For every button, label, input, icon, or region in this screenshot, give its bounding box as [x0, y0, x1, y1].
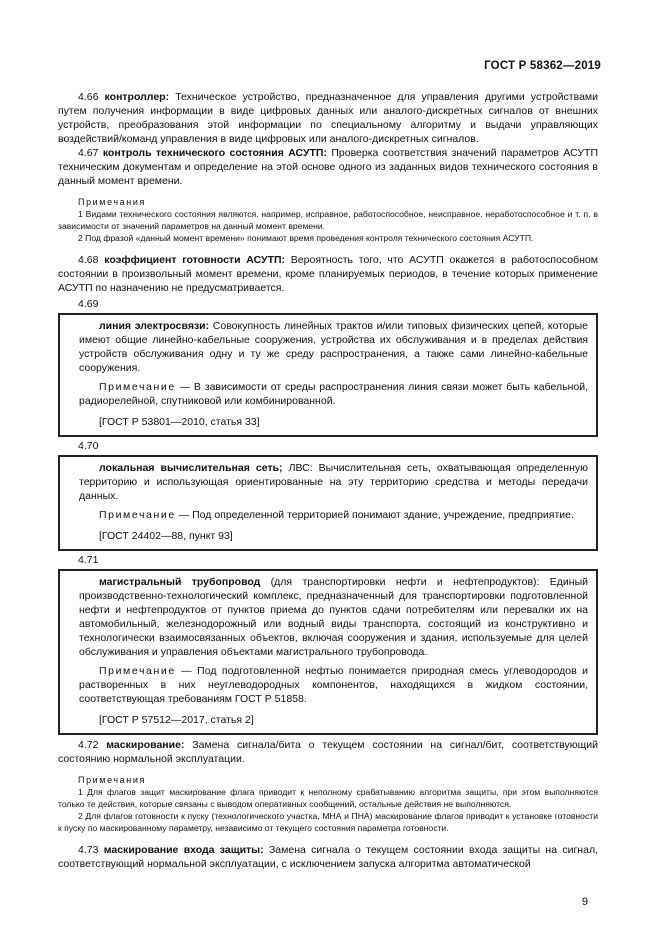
clause-box-4-71	[58, 569, 598, 735]
clause-number: 4.71	[78, 554, 99, 566]
clause-4-66: 4.66 контроллер: Техническое устройство, предназначенное для управления другими устройствами путем получения информации в виде цифровых данных или аналого-дискретных сигналов от внешних устройств, преобразования этой информации по специальному алгоритму и выдачи управляющих воздействий/команд управления в виде цифровых или аналого-дискретных сигналов.	[58, 91, 598, 145]
source-reference: [ГОСТ 24402—88, пункт 93]	[99, 530, 233, 542]
term: коэффициент готовности АСУТП:	[104, 254, 286, 266]
note: Примечание — В зависимости от среды распространения линия связи может быть кабельной, радиорелейной, спутниковой или комбинированной.	[79, 381, 588, 407]
note: Примечание — Под подготовленной нефтью понимается природная смесь углеводородов и растворенных в них неуглеводородных компонентов, находящихся в жидком состоянии, соответствующая требованиям ГОСТ Р 51858.	[79, 665, 588, 705]
clause-box-4-70	[58, 455, 598, 551]
definition: линия электросвязи: Совокупность линейных трактов и/или типовых физических цепей, которые имеют общие линейно-кабельные сооружения, устройства их обслуживания и в пределах действия устройств обслуживания одну и ту же среду распространения, а также сами линейно-кабельные сооружения.	[79, 320, 588, 374]
source-reference: [ГОСТ Р 57512—2017, статья 2]	[99, 714, 254, 726]
clause-4-73: 4.73 маскирование входа защиты: Замена сигнала о текущем состоянии входа защиты на сигнал, соответствующий нормальной эксплуатации, с исключением запуска алгоритма автоматической	[58, 844, 598, 870]
notes-title: Примечания	[78, 775, 146, 785]
clause-4-67: 4.67 контроль технического состояния АСУТП: Проверка соответствия значений параметров АСУТП техническим документам и определение на этой основе одного из заданных видов технического состояния в данный момент времени.	[58, 147, 598, 187]
clause-number: 4.70	[78, 440, 99, 452]
note: Примечание — Под определенной территорией понимают здание, учреждение, предприятие.	[99, 509, 574, 521]
note-2: 2 Для флагов готовности к пуску (технологического участка, МНА и ПНА) маскирование флагов приводит к установке готовности к пуску по маскированному параметру, независимо от текущего состояния параметра готовности.	[58, 811, 598, 833]
source-reference: [ГОСТ Р 53801—2010, статья 33]	[99, 416, 260, 428]
term: маскирование:	[106, 739, 185, 751]
note-1: 1 Для флагов защит маскирование флага приводит к неполному срабатыванию алгоритма защиты, при этом выполняются только те действия, которые связаны с выводом оперативных сообщений, остальные действия не выполняются.	[58, 787, 598, 809]
term: маскирование входа защиты:	[103, 844, 264, 856]
standard-header: ГОСТ Р 58362—2019	[484, 60, 601, 72]
clause-box-4-69	[58, 313, 598, 437]
definition: локальная вычислительная сеть; ЛВС: Вычислительная сеть, охватывающая определенную территорию и использующая ориентированные на эту территорию средства и методы передачи данных.	[79, 462, 588, 502]
definition: магистральный трубопровод (для транспортировки нефти и нефтепродуктов): Единый производственно-технологический комплекс, предназначенный для транспортировки подготовленной нефти и нефтепродуктов от пунктов приема до пунктов сдачи потребителям или перевалки их на автомобильный, железнодорожный или водный виды транспорта, состоящий из конструктивно и технологически взаимосвязанных объектов, включая сооружения и здания, используемые для целей обслуживания и управления объектами магистрального трубопровода.	[79, 576, 588, 658]
page-number: 9	[581, 896, 588, 908]
note-1: 1 Видами технического состояния являются, например, исправное, работоспособное, неисправное, неработоспособное и т. п. в зависимости от значений параметров на данный момент времени.	[58, 209, 598, 231]
clause-4-68: 4.68 коэффициент готовности АСУТП: Вероятность того, что АСУТП окажется в работоспособном состоянии в произвольный момент времени, кроме планируемых периодов, в течение которых применение АСУТП по назначению не предусматривается.	[58, 254, 598, 294]
term: контроль технического состояния АСУТП:	[102, 147, 327, 159]
note-2: 2 Под фразой «данный момент времени» понимают время проведения контроля технического состояния АСУТП.	[78, 233, 534, 243]
page-content	[58, 90, 598, 871]
clause-number: 4.69	[78, 298, 99, 310]
notes-title: Примечания	[78, 197, 146, 207]
clause-4-72: 4.72 маскирование: Замена сигнала/бита о текущем состоянии на сигнал/бит, соответствующий состоянию нормальной эксплуатации.	[58, 739, 598, 765]
term: контроллер:	[104, 91, 170, 103]
